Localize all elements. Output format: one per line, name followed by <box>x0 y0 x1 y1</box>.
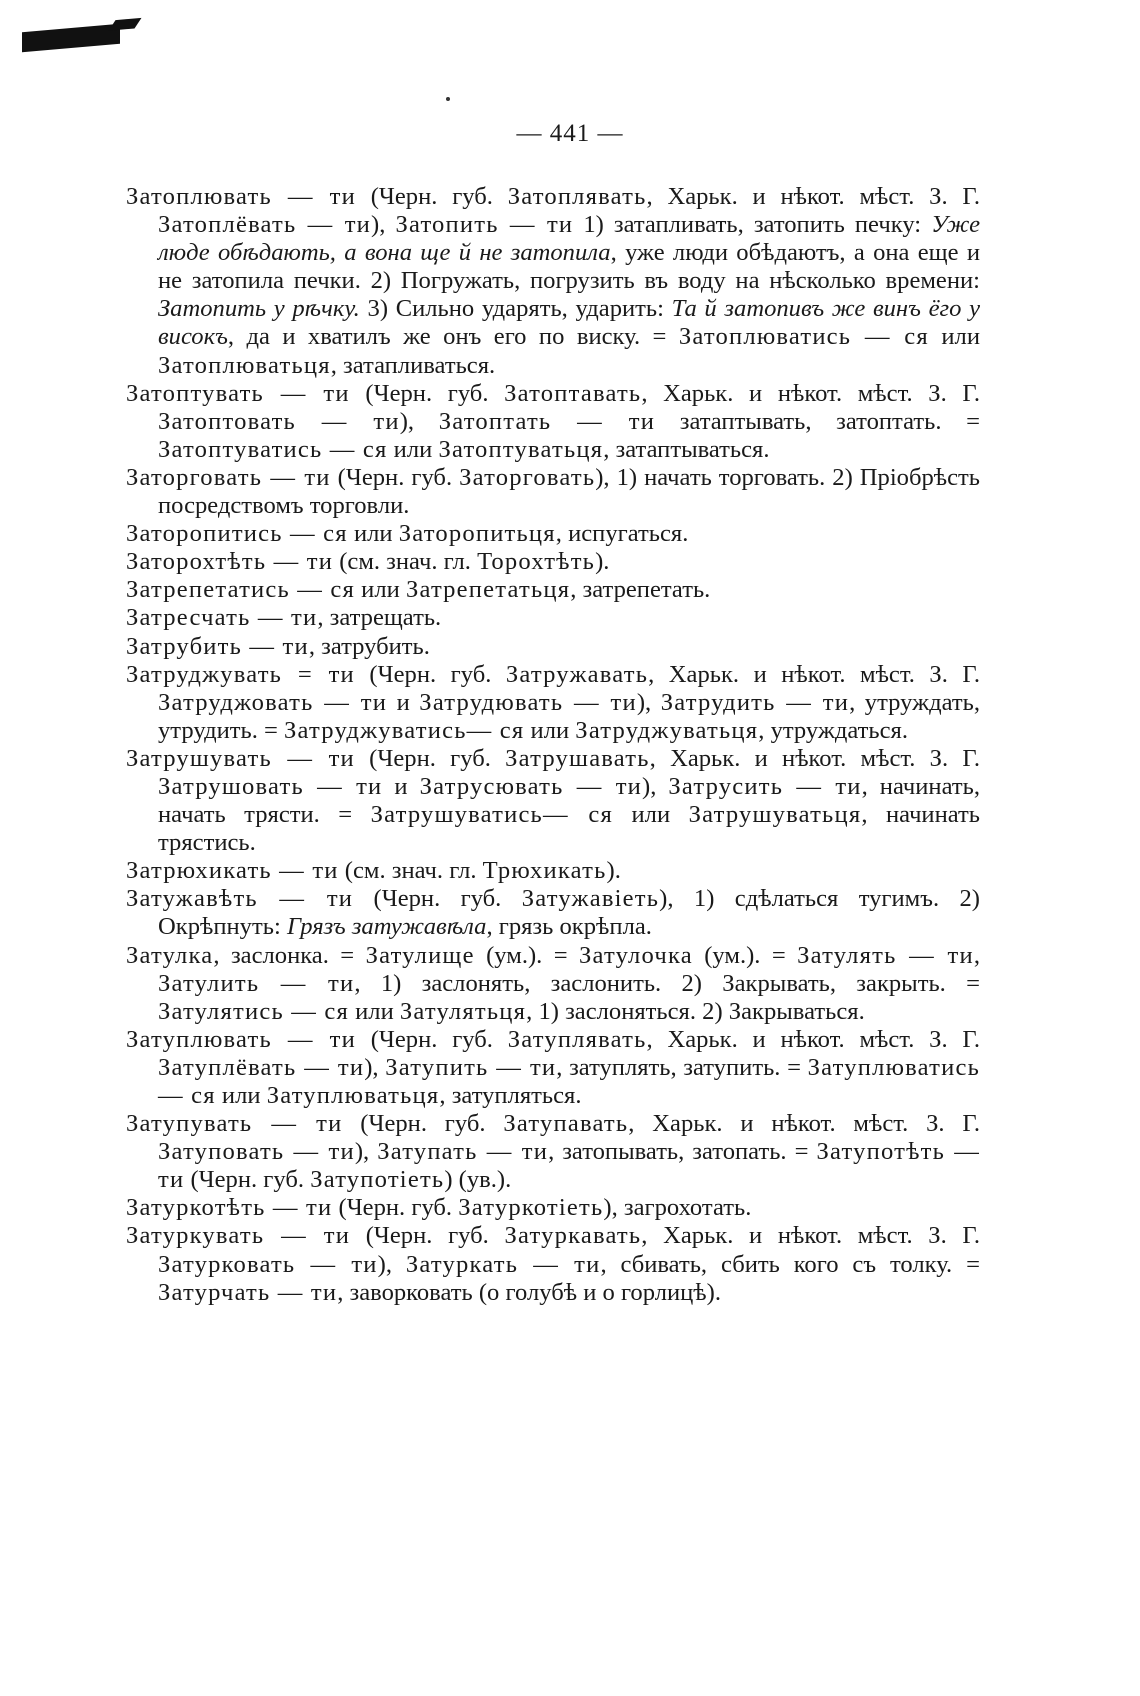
definition-text: (Черн. губ. <box>350 1222 505 1250</box>
definition-text: ). <box>606 857 621 885</box>
definition-text: ), 1) начать торговать. 2) Пріобрѣсть посредствомъ торговли. <box>158 463 980 520</box>
definition-text: ), <box>371 211 396 239</box>
word-form: Заторопитьця <box>398 520 556 548</box>
definition-text: , заворковать (о голубѣ и о горлицѣ). <box>337 1278 721 1306</box>
word-form: Затулить — ти <box>158 969 355 997</box>
definition-text: ), загрохотать. <box>603 1194 752 1222</box>
word-form: Затулочка <box>579 941 693 969</box>
headword: Затрепетатись — ся <box>126 576 356 604</box>
dictionary-entry <box>126 1026 980 1110</box>
definition-text: затаптывать, затоптать. = <box>655 407 980 435</box>
definition-text: , грязь окрѣпла. <box>486 913 652 941</box>
definition-text: (Черн. губ. <box>353 885 522 913</box>
word-form: Затруджуватись— ся <box>284 716 525 744</box>
word-form: Затуповать — ти <box>158 1138 355 1166</box>
definition-text: или <box>524 716 576 744</box>
definition-text: , затопывать, затопать. = <box>548 1138 817 1166</box>
definition-text: , 1) заслонять, заслонить. 2) Закрывать, закрыть. = <box>354 969 981 997</box>
definition-text: (Черн. губ. <box>354 660 506 688</box>
word-form: Затоптавать <box>504 379 642 407</box>
definition-text: (Черн. губ. <box>330 463 460 491</box>
dictionary-entry <box>126 1110 980 1194</box>
definition-text: , <box>973 941 980 969</box>
word-form: Затопить — ти <box>395 211 574 239</box>
definition-text: , затрещать. <box>317 604 442 632</box>
dictionary-entry <box>126 745 980 857</box>
dictionary-entry <box>126 661 980 745</box>
word-form: Затупотѣть — ти <box>158 1138 980 1194</box>
scan-speck <box>446 97 450 101</box>
definition-text: и <box>382 772 420 800</box>
word-form: Затулище <box>365 941 475 969</box>
definition-text: , Харьк. и нѣкот. мѣст. З. Г. <box>646 1025 980 1053</box>
definition-text: 1) затапливать, затопить печку: <box>573 211 932 239</box>
definition-text: ), <box>642 772 669 800</box>
word-form: Затупавать <box>503 1110 629 1138</box>
word-form: Затрушуватись— ся <box>370 801 614 829</box>
definition-text: (Черн. губ. <box>355 1025 508 1053</box>
dictionary-entry <box>126 520 980 548</box>
definition-text: , Харьк. и нѣкот. мѣст. З. Г. <box>641 379 980 407</box>
word-form: Трюхикать <box>482 857 607 885</box>
definition-text: (Черн. губ. <box>332 1194 459 1222</box>
headword: Заторопитись — ся <box>126 520 348 548</box>
word-form: Затрудювать — ти <box>419 688 637 716</box>
word-form: Затруджуватьця <box>575 716 759 744</box>
headword: Затуплювать — ти <box>126 1025 356 1053</box>
definition-text: , Харьк. и нѣкот. мѣст. З. Г. <box>646 183 980 210</box>
definition-text: , затапливаться. <box>330 351 496 379</box>
headword: Затужавѣть — ти <box>126 885 354 913</box>
word-form: Затуркотіеть <box>458 1194 604 1222</box>
word-form: Затупить — ти <box>385 1053 557 1081</box>
definition-text: (Черн. губ. <box>342 1110 504 1138</box>
dictionary-entries <box>126 183 980 1307</box>
dictionary-entry <box>126 380 980 464</box>
headword: Затуркувать — ти <box>126 1222 351 1250</box>
dictionary-entry <box>126 464 980 520</box>
definition-text: ) (ув.). <box>444 1166 512 1194</box>
word-form: Затоптовать — ти <box>158 407 400 435</box>
usage-example: Затопить у рѣчку. <box>158 295 360 323</box>
definition-text: , затрепетать. <box>570 576 711 604</box>
headword: Затрушувать — ти <box>126 744 355 772</box>
word-form: Затрусить — ти <box>668 772 862 800</box>
dictionary-entry <box>126 1222 980 1306</box>
word-form: Затупать — ти <box>377 1138 549 1166</box>
definition-text: или <box>355 576 406 604</box>
definition-text: , затрубить. <box>308 632 430 660</box>
definition-text: (Черн. губ. <box>354 744 506 772</box>
dictionary-entry <box>126 576 980 604</box>
definition-text: , утруждать, утрудить. = <box>158 688 980 744</box>
definition-text: , Харьк. и нѣкот. мѣст. З. Г. <box>628 1110 980 1138</box>
word-form: Затуплявать <box>507 1025 647 1053</box>
definition-text: , Харьк. и нѣкот. мѣст. З. Г. <box>641 1222 980 1250</box>
headword: Затоплювать — ти <box>126 183 356 210</box>
word-form: Затулятьця <box>399 997 527 1025</box>
definition-text: , затаптываться. <box>603 435 770 463</box>
dictionary-entry <box>126 604 980 632</box>
definition-text: , уже люди обѣдаютъ, а она еще и не затопила печки. 2) Погружать, погрузить въ воду на нѣсколько времени: <box>158 239 981 295</box>
definition-text: ), <box>399 407 439 435</box>
word-form: Затоплюватьця <box>158 351 331 379</box>
definition-text: или <box>928 323 980 351</box>
word-form: Затрушавать <box>505 744 650 772</box>
dictionary-entry <box>126 633 980 661</box>
definition-text: или <box>348 997 400 1025</box>
word-form: Затупотіеть <box>310 1166 445 1194</box>
definition-text: (Черн. губ. <box>349 379 505 407</box>
definition-text: или <box>613 801 689 829</box>
word-form: Затужавіеть <box>521 885 660 913</box>
definition-text: ). <box>595 548 610 576</box>
definition-text: 3) Сильно ударять, ударить: <box>359 295 672 323</box>
word-form: Затрушовать — ти <box>158 772 383 800</box>
definition-text: , затуплять, затупить. = <box>556 1053 808 1081</box>
scan-corner-mark <box>22 24 120 53</box>
headword: Затресчать — ти <box>126 604 318 632</box>
dictionary-entry <box>126 942 980 1026</box>
usage-example: Грязъ затужавѣла <box>286 913 487 941</box>
word-form: Затуплюватьця <box>266 1082 440 1109</box>
definition-text: (Черн. губ. <box>184 1166 311 1194</box>
definition-text: (ум.). = <box>474 941 579 969</box>
headword: Затулка <box>126 941 214 969</box>
definition-text: или <box>387 435 439 463</box>
word-form: Затулять — ти <box>797 941 974 969</box>
definition-text: ), <box>364 1053 386 1081</box>
headword: Затрюхикать — ти <box>126 857 339 885</box>
word-form: Затруджовать — ти <box>158 688 388 716</box>
headword: Заторохтѣть — ти <box>126 548 334 576</box>
word-form: Затрудить — ти <box>660 688 850 716</box>
definition-text: и <box>387 688 420 716</box>
word-form: Затурковать — ти <box>158 1250 378 1278</box>
definition-text: , начинать трястись. <box>158 801 980 857</box>
definition-text: , Харьк. и нѣкот. мѣст. З. Г. <box>648 660 980 688</box>
word-form: Затуплёвать — ти <box>158 1053 365 1081</box>
headword: Заторговать — ти <box>126 463 331 491</box>
headword: Затупувать — ти <box>126 1110 343 1138</box>
definition-text: ), <box>354 1138 378 1166</box>
word-form: Затрусювать — ти <box>419 772 643 800</box>
page-number: — 441 — <box>516 120 624 147</box>
word-form: Заторговать <box>459 463 596 491</box>
usage-example: Уже люде обѣдають, а вона ще й не затопила <box>158 211 980 267</box>
definition-text: ), <box>636 688 661 716</box>
word-form: Затулятись — ся <box>158 997 349 1025</box>
word-form: Торохтѣть <box>477 548 596 576</box>
usage-example: Та й затопивъ же винъ ёго у високъ <box>158 295 980 351</box>
word-form: Затоплюватись — ся <box>678 323 929 351</box>
definition-text: ), <box>377 1250 406 1278</box>
headword: Затуркотѣть — ти <box>126 1194 333 1222</box>
definition-text: (ум.). = <box>692 941 798 969</box>
word-form: Затоптуватись — ся <box>158 435 388 463</box>
word-form: Затрепетатьця <box>405 576 571 604</box>
word-form: Затурчать — ти <box>158 1278 338 1306</box>
word-form: Затоплявать <box>507 183 647 210</box>
definition-text: (Черн. губ. <box>355 183 508 210</box>
headword: Затоптувать — ти <box>126 379 350 407</box>
definition-text: , начинать, начать трясти. = <box>158 772 980 829</box>
definition-text: или <box>347 520 399 548</box>
definition-text: (см. знач. гл. <box>338 857 483 885</box>
dictionary-entry <box>126 857 980 885</box>
definition-text: , 1) заслоняться. 2) Закрываться. <box>526 997 865 1025</box>
word-form: Затружавать <box>505 660 649 688</box>
dictionary-entry <box>126 1194 980 1222</box>
word-form: Затуплюватись — ся <box>158 1053 980 1109</box>
dictionary-entry <box>126 885 980 941</box>
definition-text: , заслонка. = <box>213 941 366 969</box>
definition-text: , да и хватилъ же онъ его по виску. = <box>227 323 679 351</box>
definition-text: , Харьк. и нѣкот. мѣст. З. Г. <box>649 744 980 772</box>
definition-text: (см. знач. гл. <box>333 548 478 576</box>
definition-text: , испугаться. <box>555 520 689 548</box>
dictionary-entry <box>126 183 980 380</box>
definition-text: ), 1) сдѣлаться тугимъ. 2) Окрѣпнуть: <box>158 885 980 941</box>
definition-text: , затупляться. <box>439 1082 582 1109</box>
definition-text: или <box>215 1082 267 1109</box>
headword: Затрубить — ти <box>126 632 309 660</box>
definition-text: , сбивать, сбить кого съ толку. = <box>600 1250 980 1278</box>
word-form: Затоптуватьця <box>438 435 604 463</box>
word-form: Затуркать — ти <box>405 1250 601 1278</box>
headword: Затруджувать = ти <box>126 660 355 688</box>
word-form: Затуркавать <box>504 1222 642 1250</box>
word-form: Затоплёвать — ти <box>158 211 372 239</box>
word-form: Затрушуватьця <box>688 801 862 829</box>
definition-text: , утруждаться. <box>758 716 908 744</box>
word-form: Затоптать — ти <box>438 407 656 435</box>
dictionary-entry <box>126 548 980 576</box>
